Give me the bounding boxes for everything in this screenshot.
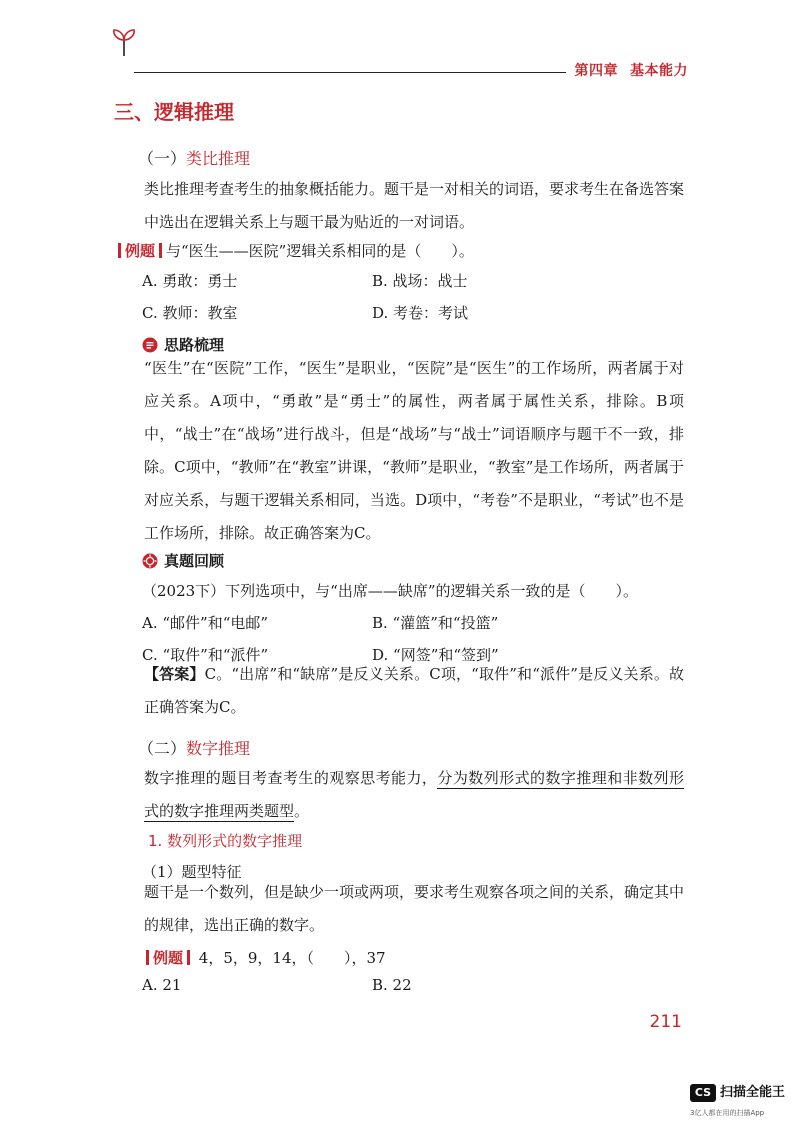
review-option-a: A. “邮件”和“电邮”	[142, 614, 269, 632]
watermark-name: 扫描全能王	[720, 1085, 786, 1100]
heading-number: （二）	[138, 739, 187, 758]
number-intro: 数字推理的题目考查考生的观察思考能力，分为数列形式的数字推理和非数列形式的数字推理两类题型。	[144, 769, 684, 820]
option-b: B. 战场：战士	[372, 272, 468, 290]
analysis-badge-icon	[142, 337, 158, 353]
number-subheading-1: 1. 数列形式的数字推理	[148, 832, 303, 850]
chapter-title: 基本能力	[630, 63, 688, 79]
scanner-watermark	[690, 1084, 790, 1124]
number-subheading-1-1: （1）题型特征	[142, 863, 242, 881]
answer-text: C。“出席”和“缺席”是反义关系。C项，“取件”和“派件”是反义关系。故正确答案为C。	[144, 665, 684, 716]
example-tag: 例题	[142, 947, 194, 968]
review-option-b: B. “灌篮”和“投篮”	[372, 614, 499, 632]
review-badge-icon	[142, 553, 158, 569]
number-option-a: A. 21	[142, 976, 182, 994]
sprout-icon	[108, 26, 140, 58]
chapter-number: 第四章	[574, 63, 618, 79]
number-intro-underlined: 分为数列形式的数字推理和非数列形式的数字推理两类题型	[144, 769, 684, 820]
page-number: 211	[649, 1012, 682, 1032]
review-option-c: C. “取件”和“派件”	[142, 646, 269, 664]
review-heading	[142, 550, 224, 571]
review-answer	[114, 658, 684, 724]
number-option-b: B. 22	[372, 976, 412, 994]
option-c: C. 教师：教室	[142, 304, 238, 322]
review-question: （2023下）下列选项中，与“出席——缺席”的逻辑关系一致的是（ ）。	[142, 582, 639, 600]
analogy-example	[114, 240, 474, 261]
watermark-logo: CS	[690, 1084, 716, 1102]
heading-text: 类比推理	[186, 149, 251, 168]
analogy-intro	[114, 173, 684, 239]
subsection-heading-number	[138, 736, 250, 759]
option-d: D. 考卷：考试	[372, 304, 469, 322]
example-tag: 例题	[114, 240, 166, 261]
option-a: A. 勇敢：勇士	[142, 272, 238, 290]
answer-tag: 【答案】	[144, 665, 205, 683]
analysis-text: “医生”在“医院”工作，“医生”是职业，“医院”是“医生”的工作场所，两者属于对应关系。A项中，“勇敢”是“勇士”的属性，两者属于属性关系，排除。B项中，“战士”在“战场”进行战斗，但是“战场”与“战士”词语顺序与题干不一致，排除。C项中，“教师”在“教室”讲课，“教师”是职业，“教室”是工作场所，两者属于对应关系，与题干逻辑关系相同，当选。D项中，“考卷”不是职业，“考试”也不是工作场所，排除。故正确答案为C。	[144, 359, 684, 542]
number-feature	[114, 876, 684, 942]
watermark-subtitle: 3亿人都在用的扫描App	[690, 1109, 765, 1117]
chapter-label	[575, 60, 689, 80]
page-header	[108, 24, 688, 79]
example-question: 与“医生——医院”逻辑关系相同的是（ ）。	[166, 242, 474, 260]
analysis-label: 思路梳理	[164, 336, 225, 354]
header-rule	[134, 72, 566, 73]
analysis-text-block	[114, 352, 684, 550]
section-title: 三、逻辑推理	[114, 100, 234, 124]
example-question: 4，5，9，14，（ ），37	[198, 949, 386, 967]
review-label: 真题回顾	[164, 552, 225, 570]
analogy-intro-text: 类比推理考查考生的抽象概括能力。题干是一对相关的词语，要求考生在备选答案中选出在逻辑关系上与题干最为贴近的一对词语。	[144, 180, 685, 231]
heading-text: 数字推理	[186, 739, 251, 758]
subsection-heading-analogy	[138, 146, 250, 169]
number-feature-text: 题干是一个数列，但是缺少一项或两项，要求考生观察各项之间的关系，确定其中的规律，选出正确的数字。	[144, 883, 685, 934]
review-option-d: D. “网签”和“签到”	[372, 646, 499, 664]
heading-number: （一）	[138, 149, 187, 168]
number-intro-text: 数字推理的题目考查考生的观察思考能力，	[144, 769, 438, 787]
number-example	[142, 947, 386, 968]
